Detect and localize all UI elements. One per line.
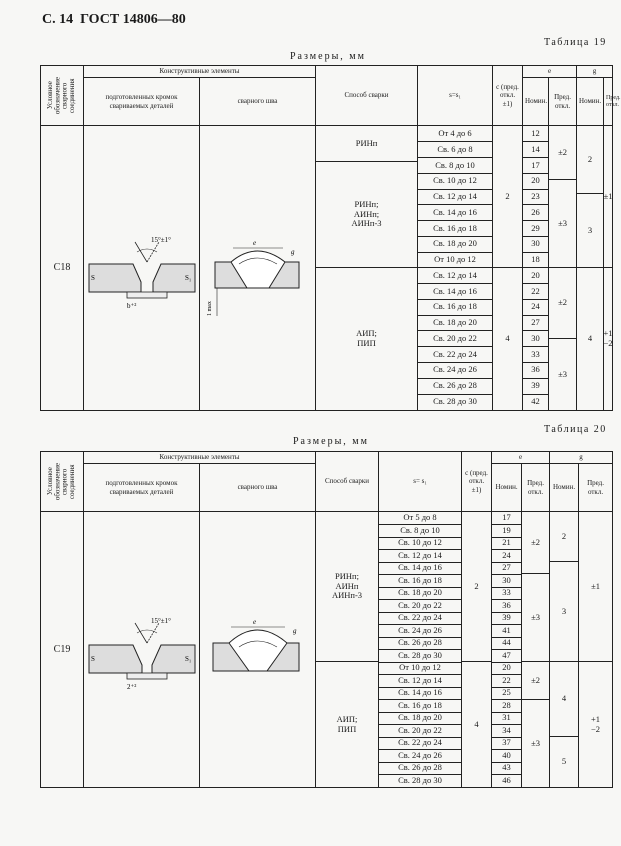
table-row	[418, 142, 492, 158]
standard-number: ГОСТ 14806—80	[80, 12, 186, 27]
v-groove-prepared-diagram	[87, 212, 197, 322]
table-row	[492, 562, 521, 575]
table-row	[379, 775, 461, 788]
table-row	[492, 675, 521, 688]
list-item: Св. 28 до 30	[379, 650, 461, 663]
designation-header: Условное обозначение сварного соединения	[46, 462, 77, 501]
thickness-list	[418, 126, 493, 411]
table-19	[40, 65, 621, 411]
table-row	[492, 712, 521, 725]
g-nom-1: 2	[577, 126, 603, 194]
table-row	[379, 525, 461, 538]
table-row	[418, 252, 492, 268]
method-header: Способ сварки	[316, 452, 379, 512]
table-row	[379, 575, 461, 588]
table-row	[379, 600, 461, 613]
e-header: e	[492, 452, 550, 464]
table-row	[379, 637, 461, 650]
table-row	[418, 378, 492, 394]
list-item: Св. 24 до 26	[418, 362, 492, 378]
table-row	[379, 700, 461, 713]
table-row	[523, 299, 548, 315]
list-item: От 4 до 6	[418, 126, 492, 142]
table-20-dimensions: Размеры, мм	[293, 436, 369, 447]
e-deviation-header: Пред. откл.	[549, 78, 577, 126]
e-nominal-header: Номин.	[523, 78, 549, 126]
table-row	[492, 650, 521, 663]
s-label: S	[90, 273, 95, 282]
list-item: 30	[492, 575, 521, 588]
list-item: Св. 22 до 24	[379, 737, 461, 750]
c-value-1: 2	[462, 512, 491, 662]
weld-header: сварного шва	[200, 464, 316, 512]
table-row	[379, 587, 461, 600]
page-number: С. 14	[42, 12, 74, 27]
list-item: 33	[492, 587, 521, 600]
list-item: 21	[492, 537, 521, 550]
e-dev-2: ±3	[522, 574, 549, 662]
table-row	[379, 612, 461, 625]
table-row	[523, 221, 548, 237]
list-item: Св. 12 до 14	[379, 675, 461, 688]
table-row	[418, 268, 492, 284]
list-item: 17	[492, 512, 521, 525]
e-dev-1: ±2	[549, 126, 576, 180]
list-item: 31	[492, 712, 521, 725]
g-deviation-header: Пред. откл.	[604, 78, 613, 126]
method-aip-pip: АИП; ПИП	[336, 713, 358, 734]
list-item: 41	[492, 625, 521, 638]
g-header: g	[550, 452, 613, 464]
list-item: От 5 до 8	[379, 512, 461, 525]
list-item: 40	[492, 750, 521, 763]
method-cell	[316, 512, 379, 788]
table-row	[418, 284, 492, 300]
table-row	[379, 762, 461, 775]
table-row	[492, 587, 521, 600]
list-item: Св. 28 до 30	[433, 396, 477, 407]
list-item: Св. 12 до 14	[418, 189, 492, 205]
s1-label: S₁	[184, 655, 191, 664]
g-nom-4: 5	[561, 756, 567, 767]
list-item: Св. 6 до 8	[418, 142, 492, 158]
list-item: 30	[523, 331, 548, 347]
max-label: 1 max	[206, 300, 213, 316]
list-item: 17	[523, 158, 548, 174]
table-row	[492, 775, 521, 788]
s-label: S	[90, 655, 95, 664]
list-item: 14	[523, 142, 548, 158]
table-row	[418, 347, 492, 363]
table-row	[523, 362, 548, 378]
elements-header: Конструктивные элементы	[84, 452, 316, 464]
table-20-caption: Таблица 20	[544, 424, 607, 435]
list-item: 27	[523, 315, 548, 331]
method-rinp-ainp: РИНп; АИНп; АИНп-3	[316, 162, 417, 268]
method-rinp: РИНп	[316, 126, 417, 162]
table-row	[492, 575, 521, 588]
e-nominal-header: Номин.	[492, 464, 522, 512]
table-19-dimensions: Размеры, мм	[290, 51, 366, 62]
list-item: 39	[492, 612, 521, 625]
list-item: 33	[523, 347, 548, 363]
b-label: b⁺²	[126, 301, 136, 310]
list-item: Св. 22 до 24	[418, 347, 492, 363]
angle-label: 15°±1°	[150, 617, 171, 626]
list-item: Св. 16 до 18	[379, 575, 461, 588]
list-item: Св. 14 до 16	[418, 205, 492, 221]
list-item: От 10 до 12	[379, 662, 461, 675]
table-row	[379, 725, 461, 738]
list-item: Св. 20 до 22	[379, 600, 461, 613]
thickness-header: s=s₁	[418, 66, 493, 126]
g-dev-1: ±1	[579, 512, 612, 662]
table-row	[418, 126, 492, 142]
table-row	[492, 537, 521, 550]
g-label: g	[290, 247, 294, 256]
weld-drawing	[200, 512, 316, 788]
v-groove-prepared-diagram	[87, 593, 197, 703]
table-row	[418, 221, 492, 237]
e-dev-1: ±2	[522, 512, 549, 574]
table-row	[379, 662, 461, 675]
c-cell	[493, 126, 523, 411]
g-dev-2: +1 −2	[603, 328, 613, 348]
list-item: 27	[492, 562, 521, 575]
table-row	[523, 331, 548, 347]
g-nominal-cell	[550, 512, 579, 788]
list-item: 23	[523, 189, 548, 205]
g-nom-3: 4	[587, 333, 593, 344]
list-item: Св. 12 до 14	[418, 268, 492, 284]
list-item: Св. 18 до 20	[418, 236, 492, 252]
c-cell	[462, 512, 492, 788]
designation-header: Условное обозначение сварного соединения	[46, 76, 77, 115]
list-item: 20	[523, 268, 548, 284]
table-row	[379, 687, 461, 700]
table-row	[379, 537, 461, 550]
list-item: Св. 26 до 28	[418, 378, 492, 394]
list-item: Св. 22 до 24	[379, 612, 461, 625]
g-deviation-header: Пред. откл.	[579, 464, 613, 512]
g-dev-2: +1 −2	[591, 713, 601, 734]
table-row	[523, 394, 548, 410]
list-item: От 10 до 12	[418, 252, 492, 268]
e-label: e	[252, 238, 256, 247]
list-item: 30	[523, 236, 548, 252]
list-item: 29	[523, 221, 548, 237]
method-cell	[316, 126, 418, 411]
list-item: Св. 20 до 22	[418, 331, 492, 347]
list-item: Св. 18 до 20	[379, 712, 461, 725]
table-row	[418, 205, 492, 221]
designation-cell: С18	[41, 126, 84, 411]
list-item: 18	[523, 252, 548, 268]
table-row	[523, 158, 548, 174]
table-row	[418, 189, 492, 205]
list-item: 12	[523, 126, 548, 142]
e-label: e	[252, 618, 256, 627]
prepared-edges-drawing	[84, 126, 200, 411]
list-item: Св. 12 до 14	[379, 550, 461, 563]
weld-header: сварного шва	[200, 78, 316, 126]
table-row	[523, 252, 548, 268]
list-item: 20	[492, 662, 521, 675]
e-header: e	[523, 66, 577, 78]
e-dev-4: ±3	[558, 368, 567, 379]
list-item: Св. 18 до 20	[379, 587, 461, 600]
b-label: 2⁺²	[126, 683, 136, 692]
table-row	[523, 126, 548, 142]
list-item: Св. 24 до 26	[379, 750, 461, 763]
e-deviation-cell	[522, 512, 550, 788]
g-nom-3: 4	[550, 662, 578, 737]
table-row	[379, 712, 461, 725]
g-header: g	[577, 66, 613, 78]
prepared-edges-drawing	[84, 512, 200, 788]
table-row	[418, 158, 492, 174]
table-row	[523, 347, 548, 363]
list-item: Св. 14 до 16	[418, 284, 492, 300]
prepared-edges-header: подготовленных кромок свариваемых деталей	[84, 78, 200, 126]
table-19-caption: Таблица 19	[544, 37, 607, 48]
table-20	[40, 451, 613, 788]
list-item: Св. 20 до 22	[379, 725, 461, 738]
e-deviation-header: Пред. откл.	[522, 464, 550, 512]
table-row	[379, 512, 461, 525]
e-nominal-list	[523, 126, 549, 411]
list-item: 36	[523, 362, 548, 378]
list-item: 25	[492, 687, 521, 700]
e-dev-2: ±3	[549, 180, 576, 268]
table-row	[492, 700, 521, 713]
table-row	[379, 550, 461, 563]
table-row	[492, 750, 521, 763]
list-item: 36	[492, 600, 521, 613]
list-item: Св. 24 до 26	[379, 625, 461, 638]
table-row	[523, 284, 548, 300]
list-item: Св. 14 до 16	[379, 562, 461, 575]
e-dev-4: ±3	[531, 737, 540, 748]
table-row	[379, 650, 461, 663]
list-item: 42	[531, 396, 540, 407]
table-row	[379, 737, 461, 750]
g-dev-1: ±1	[604, 126, 612, 268]
list-item: 44	[492, 637, 521, 650]
table-row	[492, 637, 521, 650]
page-header	[42, 12, 186, 28]
table-row	[492, 612, 521, 625]
e-nominal-list	[492, 512, 522, 788]
list-item: 37	[492, 737, 521, 750]
s1-label: S₁	[184, 273, 191, 282]
list-item: 26	[523, 205, 548, 221]
table-row	[379, 625, 461, 638]
e-deviation-cell	[549, 126, 577, 411]
table-row	[418, 362, 492, 378]
list-item: Св. 26 до 28	[379, 637, 461, 650]
table-row	[492, 687, 521, 700]
table-row	[523, 142, 548, 158]
g-nominal-cell	[577, 126, 604, 411]
table-row	[418, 315, 492, 331]
table-row	[492, 625, 521, 638]
list-item: Св. 16 до 18	[379, 700, 461, 713]
angle-label: 15°±1°	[150, 235, 171, 244]
list-item: 20	[523, 173, 548, 189]
list-item: 39	[523, 378, 548, 394]
c-value-2: 4	[474, 718, 479, 729]
table-row	[523, 205, 548, 221]
list-item: Св. 26 до 28	[379, 762, 461, 775]
list-item: Св. 14 до 16	[379, 687, 461, 700]
list-item: Св. 8 до 10	[379, 525, 461, 538]
table-row	[492, 662, 521, 675]
c-value-2: 4	[505, 333, 510, 344]
table-row	[492, 525, 521, 538]
table-row	[492, 600, 521, 613]
table-row	[523, 189, 548, 205]
table-row	[379, 750, 461, 763]
list-item: 46	[502, 775, 511, 786]
v-groove-weld-diagram	[203, 212, 313, 322]
table-row	[492, 762, 521, 775]
list-item: 28	[492, 700, 521, 713]
table-row	[379, 562, 461, 575]
list-item: 43	[492, 762, 521, 775]
list-item: 19	[492, 525, 521, 538]
table-row	[418, 299, 492, 315]
table-row	[418, 394, 492, 410]
table-row	[492, 512, 521, 525]
list-item: Св. 10 до 12	[418, 173, 492, 189]
list-item: Св. 10 до 12	[379, 537, 461, 550]
table-row	[418, 173, 492, 189]
table-row	[523, 315, 548, 331]
list-item: 24	[492, 550, 521, 563]
g-nom-2: 3	[577, 194, 603, 268]
c-header: c (пред. откл. ±1)	[462, 452, 492, 512]
method-rinp-ainp: РИНп; АИНп АИНп-3	[316, 512, 378, 662]
designation-cell: С19	[41, 512, 84, 788]
list-item: Св. 18 до 20	[418, 315, 492, 331]
table-row	[523, 173, 548, 189]
g-nom-2: 3	[550, 562, 578, 662]
e-dev-3: ±2	[549, 268, 576, 339]
table-row	[523, 268, 548, 284]
c-value-1: 2	[493, 126, 522, 268]
thickness-header: s= s₁	[379, 452, 462, 512]
method-aip-pip: АИП; ПИП	[356, 328, 377, 348]
list-item: Св. 8 до 10	[418, 158, 492, 174]
c-header: c (пред. откл. ±1)	[493, 66, 523, 126]
prepared-edges-header: подготовленных кромок свариваемых деталей	[84, 464, 200, 512]
list-item: Св. 16 до 18	[418, 299, 492, 315]
method-header: Способ сварки	[316, 66, 418, 126]
weld-drawing	[200, 126, 316, 411]
table-row	[379, 675, 461, 688]
table-row	[418, 236, 492, 252]
elements-header: Конструктивные элементы	[84, 66, 316, 78]
g-label: g	[292, 627, 296, 636]
list-item: Св. 28 до 30	[398, 775, 442, 786]
g-deviation-cell	[579, 512, 613, 788]
e-dev-3: ±2	[522, 662, 549, 700]
list-item: 22	[492, 675, 521, 688]
table-row	[492, 725, 521, 738]
table-row	[492, 550, 521, 563]
g-deviation-cell	[604, 126, 613, 411]
list-item: Св. 16 до 18	[418, 221, 492, 237]
g-nominal-header: Номин.	[577, 78, 604, 126]
list-item: 34	[492, 725, 521, 738]
table-row	[492, 737, 521, 750]
list-item: 47	[492, 650, 521, 663]
v-groove-weld-diagram	[203, 593, 313, 703]
g-nominal-header: Номин.	[550, 464, 579, 512]
table-row	[523, 378, 548, 394]
thickness-list	[379, 512, 462, 788]
g-nom-1: 2	[550, 512, 578, 562]
list-item: 22	[523, 284, 548, 300]
list-item: 24	[523, 299, 548, 315]
table-row	[523, 236, 548, 252]
table-row	[418, 331, 492, 347]
